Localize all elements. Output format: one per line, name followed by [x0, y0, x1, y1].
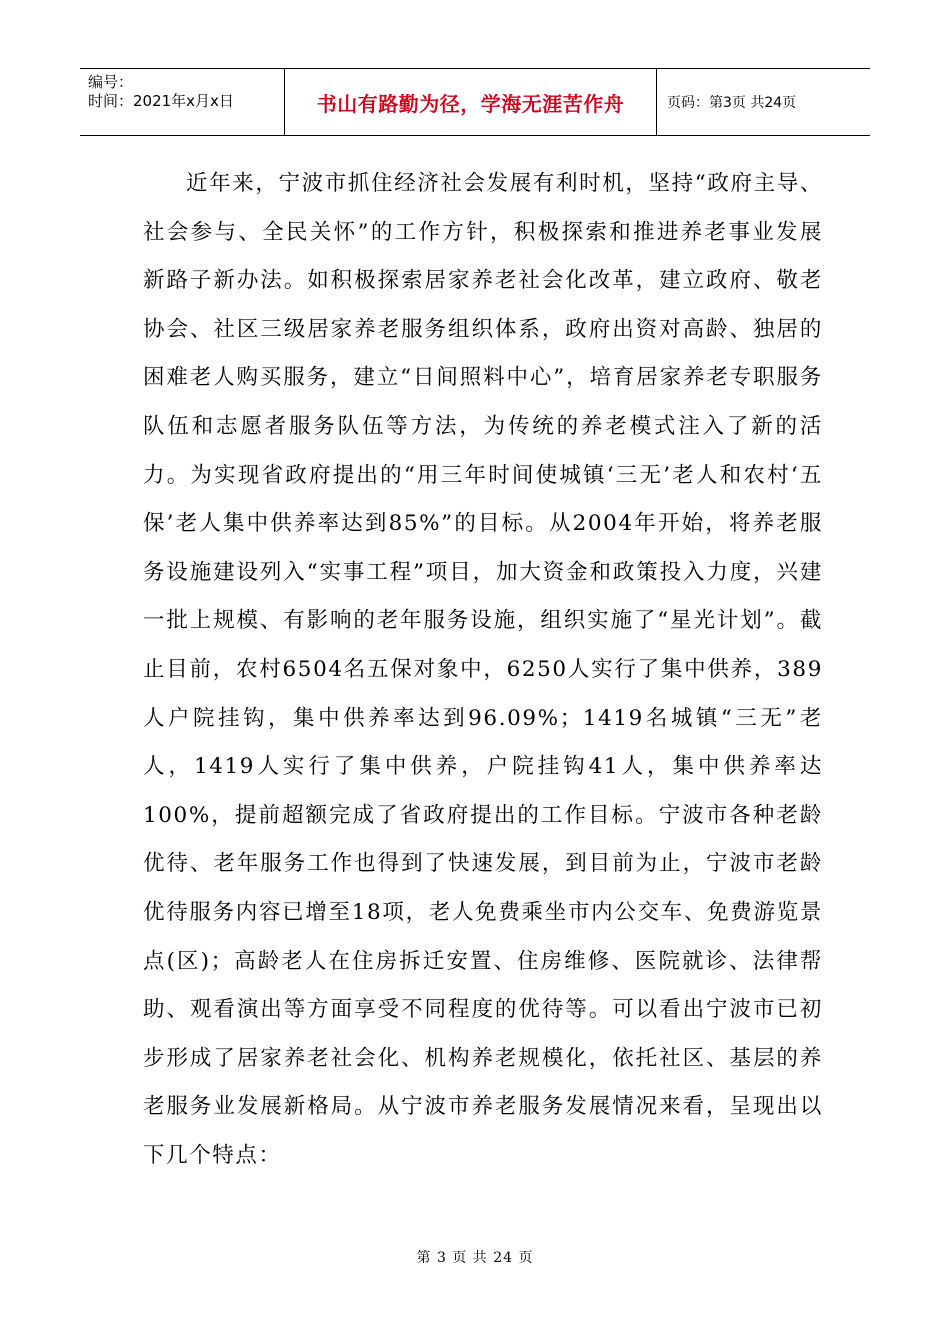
document-number-label: 编号： [88, 73, 134, 91]
page-footer: 第 3 页 共 24 页 [416, 1250, 534, 1266]
header-page-cell [657, 69, 870, 135]
header-table [80, 68, 870, 136]
document-body [143, 160, 823, 1180]
header-meta-cell [80, 69, 285, 135]
header-motto-cell [285, 69, 657, 135]
header-page-info: 页码：第3页 共24页 [667, 95, 797, 111]
body-paragraph: 近年来，宁波市抓住经济社会发展有利时机，坚持“政府主导、社会参与、全民关怀”的工作方针，积极探索和推进养老事业发展新路子新办法。如积极探索居家养老社会化改革，建立政府、敬老协会、社区三级居家养老服务组织体系，政府出资对高龄、独居的困难老人购买服务，建立“日间照料中心”，培育居家养老专职服务队伍和志愿者服务队伍等方法，为传统的养老模式注入了新的活力。为实现省政府提出的“用三年时间使城镇‘三无’老人和农村‘五保’老人集中供养率达到85%”的目标。从2004年开始，将养老服务设施建设列入“实事工程”项目，加大资金和政策投入力度，兴建一批上规模、有影响的老年服务设施，组织实施了“星光计划”。截止目前，农村6504名五保对象中，6250人实行了集中供养，389人户院挂钩，集中供养率达到96.09%；1419名城镇“三无”老人，1419人实行了集中供养，户院挂钩41人，集中供养率达100%，提前超额完成了省政府提出的工作目标。宁波市各种老龄优待、老年服务工作也得到了快速发展，到目前为止，宁波市老龄优待服务内容已增至18项，老人免费乘坐市内公交车、免费游览景点(区)；高龄老人在住房拆迁安置、住房维修、医院就诊、法律帮助、观看演出等方面享受不同程度的优待等。可以看出宁波市已初步形成了居家养老社会化、机构养老规模化，依托社区、基层的养老服务业发展新格局。从宁波市养老服务发展情况来看，呈现出以下几个特点： [143, 171, 823, 1168]
header-motto: 书山有路勤为径，学海无涯苦作舟 [316, 91, 625, 116]
document-date-label: 时间：2021年x月x日 [88, 92, 234, 110]
